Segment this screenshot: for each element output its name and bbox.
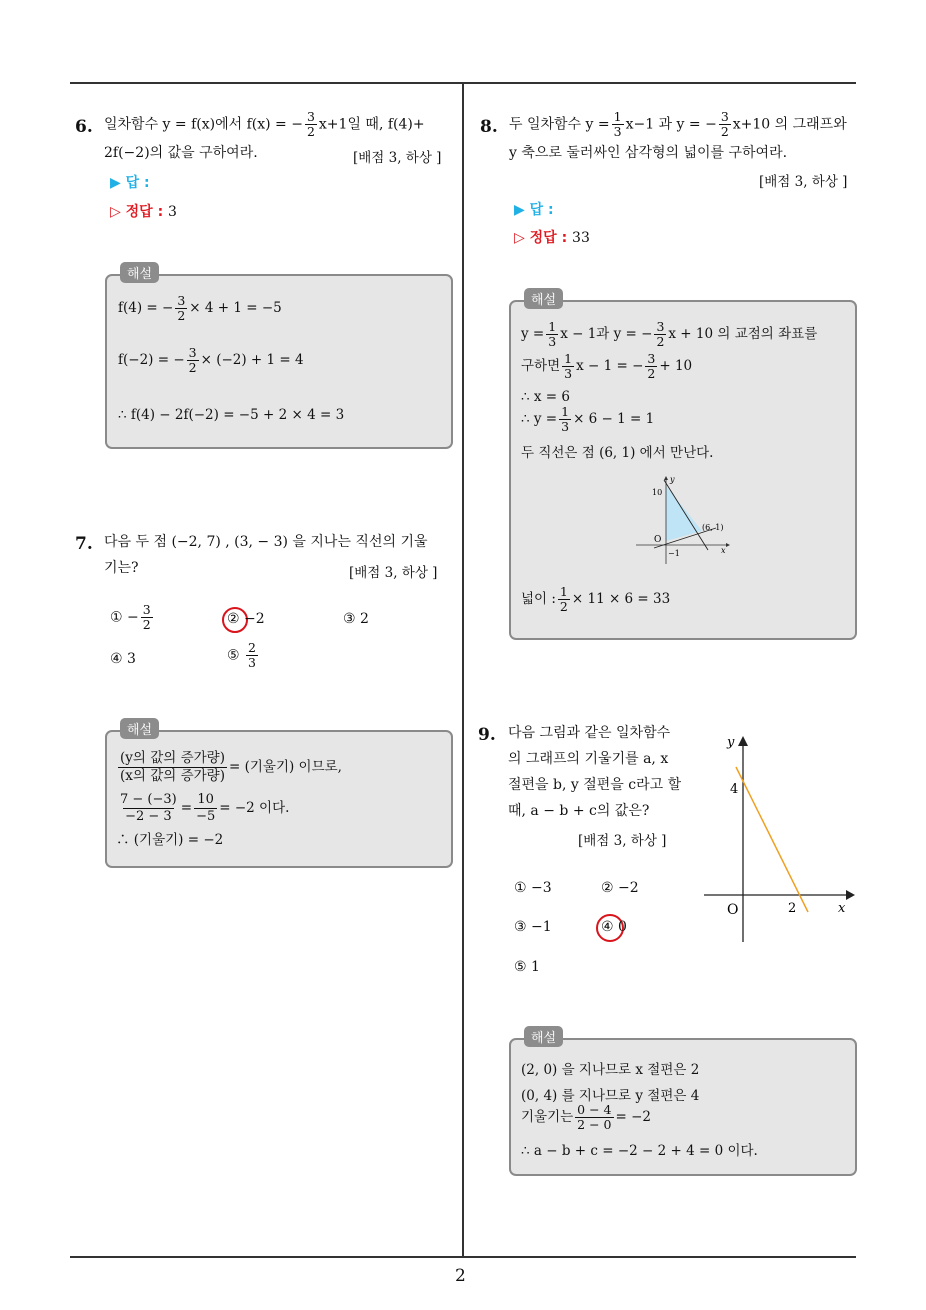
q9-choice-2[interactable]: ② −2	[601, 880, 639, 896]
q8-e1-frac1	[546, 320, 558, 349]
q7-c5-frac	[246, 641, 258, 670]
q8-f2-den: 2	[720, 124, 729, 139]
q6-expl-line2	[118, 346, 304, 375]
q7-choice-5[interactable]	[227, 641, 260, 670]
q8-graph-y-label: y	[670, 475, 675, 484]
q7-c5-num: 2	[248, 640, 256, 655]
q8-e1-frac2	[654, 320, 666, 349]
page-number: 2	[455, 1266, 466, 1286]
q7-text-line1: 다음 두 점 (−2, 7) , (3, − 3) 을 지나는 직선의 기울	[104, 534, 428, 550]
q9-e3-a: 기울기는	[521, 1109, 574, 1125]
q6-e1-num: 3	[177, 293, 186, 308]
q8-expl-line5: 두 직선은 점 (6, 1) 에서 만난다.	[521, 445, 714, 461]
q8-e1-c: x + 10 의 교점의 좌표를	[668, 326, 818, 342]
q8-e1-f2n: 3	[656, 319, 665, 334]
q8-e1-f2d: 2	[656, 334, 665, 349]
q9-graph-origin: O	[727, 902, 739, 918]
q7-e2-num2: 10	[197, 792, 214, 807]
q7-e1-den: (x의 값의 증가량)	[120, 768, 225, 784]
q9-text-line4: 때, a − b + c의 값은?	[508, 803, 650, 819]
q6-e1-frac	[175, 294, 187, 323]
q8-e6-frac	[558, 585, 570, 614]
q9-choice-3[interactable]: ③ −1	[514, 919, 552, 935]
q7-e2-num1: 7 − (−3)	[120, 792, 177, 807]
q9-text-line3: 절편을 b, y 절편을 c라고 할	[508, 777, 682, 793]
q7-c1-sign: −	[127, 609, 139, 626]
q7-choice-4[interactable]: ④ 3	[110, 651, 136, 667]
q6-e2-frac	[187, 346, 199, 375]
q9-y-arrow	[738, 736, 748, 746]
q8-expl-line3: ∴ x = 6	[521, 389, 570, 405]
q6-frac-num: 3	[306, 109, 315, 124]
q8-expl-line2	[521, 352, 692, 381]
q8-frac1	[612, 110, 624, 139]
q8-frac2	[719, 110, 731, 139]
q7-text-line2: 기는?	[104, 560, 139, 576]
q9-e3-num: 0 − 4	[577, 1102, 612, 1117]
q8-f1-den: 3	[613, 124, 622, 139]
q8-e2-f1d: 3	[564, 366, 573, 381]
q6-explanation-tag: 해설	[120, 262, 159, 283]
q8-e6-a: 넓이 :	[521, 591, 556, 607]
q8-l1-a: 두 일차함수 y =	[509, 116, 610, 133]
q8-e2-a: 구하면	[521, 358, 561, 374]
q8-shaded-triangle	[666, 486, 702, 541]
q8-correct-label: ▷ 정답 :	[514, 230, 568, 246]
q7-c5-den: 3	[248, 655, 256, 670]
bottom-rule	[70, 1256, 856, 1258]
q8-answer-label: ▶ 답 :	[514, 202, 554, 218]
q7-e2-frac2	[194, 792, 217, 825]
q7-score: [배점 3, 하상 ]	[349, 565, 438, 581]
q7-choice-3[interactable]: ③ 2	[343, 611, 369, 627]
q7-e2-den2: −5	[196, 809, 216, 824]
q6-correct-value: 3	[168, 204, 177, 220]
q6-text-line1	[104, 110, 425, 139]
q7-e1-post: = (기울기) 이므로,	[229, 759, 342, 775]
q7-e2-den1: −2 − 3	[125, 809, 172, 824]
q8-l1-b: x−1 과 y = −	[625, 116, 717, 133]
q6-e2-post: × (−2) + 1 = 4	[200, 352, 304, 368]
q8-text-line2: y 축으로 둘러싸인 삼각형의 넓이를 구하여라.	[509, 145, 788, 161]
q7-e1-frac	[118, 750, 227, 785]
q9-number: 9.	[478, 725, 496, 745]
q8-graph	[630, 472, 740, 572]
q6-e2-den: 2	[188, 360, 197, 375]
q6-score: [배점 3, 하상 ]	[353, 150, 442, 166]
q8-correct-answer	[514, 227, 590, 247]
q8-e1-f1n: 1	[548, 319, 557, 334]
q8-e6-num: 1	[559, 584, 568, 599]
q7-choice-1[interactable]	[110, 603, 155, 632]
q9-graph-x-label: x	[838, 901, 846, 916]
q7-expl-line3: ∴ (기울기) = −2	[116, 832, 224, 848]
q7-e2-frac1	[118, 792, 179, 825]
q9-choice-5[interactable]: ⑤ 1	[514, 959, 540, 975]
q9-graph-2: 2	[788, 901, 797, 916]
q7-c1-den: 2	[142, 617, 151, 632]
q9-expl-line1: (2, 0) 을 지나므로 x 절편은 2	[521, 1062, 700, 1078]
q8-e6-den: 2	[559, 599, 568, 614]
q8-e6-b: × 11 × 6 = 33	[571, 591, 671, 607]
q7-c1-frac	[141, 603, 153, 632]
q7-e2-eq: =	[180, 800, 193, 816]
q6-frac-den: 2	[306, 124, 315, 139]
q9-graph-line	[736, 767, 808, 912]
q8-expl-line1	[521, 320, 817, 349]
q9-score: [배점 3, 하상 ]	[578, 833, 667, 849]
q9-graph-4: 4	[730, 782, 739, 797]
q8-e1-b: x − 1과 y = −	[560, 326, 653, 342]
q7-explanation-tag: 해설	[120, 718, 159, 739]
q6-line1-pre: 일차함수 y = f(x)에서 f(x) = −	[104, 116, 303, 133]
q8-e2-f1n: 1	[564, 351, 573, 366]
q8-e4-den: 3	[561, 419, 570, 434]
q8-e1-a: y =	[521, 326, 545, 342]
q7-choice-2[interactable]: ② −2	[227, 611, 265, 627]
q8-l1-c: x+10 의 그래프와	[732, 116, 847, 133]
q9-expl-line3	[521, 1103, 651, 1132]
q6-e1-pre: f(4) = −	[118, 300, 174, 316]
q6-expl-line3: ∴ f(4) − 2f(−2) = −5 + 2 × 4 = 3	[118, 407, 345, 423]
q8-e2-frac2	[645, 352, 657, 381]
q6-e1-den: 2	[177, 308, 186, 323]
q8-expl-line4	[521, 405, 654, 434]
q8-f2-num: 3	[720, 109, 729, 124]
q8-f1-num: 1	[613, 109, 622, 124]
q6-correct-label: ▷ 정답 :	[110, 204, 164, 220]
q8-e2-b: x − 1 = −	[576, 358, 644, 374]
q8-score: [배점 3, 하상 ]	[759, 174, 848, 190]
q6-answer-label: ▶ 답 :	[110, 175, 150, 191]
q6-text-line2: 2f(−2)의 값을 구하여라.	[104, 145, 258, 161]
q7-c1-label: ①	[110, 609, 123, 626]
q9-graph	[700, 730, 860, 945]
q6-expl-line1	[118, 294, 282, 323]
q8-e4-b: × 6 − 1 = 1	[573, 411, 655, 427]
q6-line1-post: x+1일 때, f(4)+	[318, 116, 425, 133]
q6-correct-answer	[110, 201, 177, 221]
q9-x-arrow	[846, 890, 855, 900]
q8-e4-num: 1	[561, 404, 570, 419]
q8-e4-frac	[559, 405, 571, 434]
q7-expl-line1	[116, 750, 342, 785]
q6-fraction	[305, 110, 317, 139]
q9-e3-b: = −2	[615, 1109, 652, 1125]
q9-choice-1[interactable]: ① −3	[514, 880, 552, 896]
q9-choice-4[interactable]: ④ 0	[601, 919, 627, 935]
q9-explanation-tag: 해설	[524, 1026, 563, 1047]
q8-e4-a: ∴ y =	[521, 411, 558, 427]
q8-graph-10: 10	[652, 488, 663, 497]
q8-e2-f2d: 2	[647, 366, 656, 381]
q9-e3-frac	[575, 1103, 613, 1132]
q7-expl-line2	[116, 792, 289, 825]
q7-number: 7.	[75, 534, 93, 554]
q8-y-arrow	[664, 476, 668, 480]
q7-c5-label: ⑤	[227, 647, 240, 664]
q7-e1-num: (y의 값의 증가량)	[120, 750, 225, 766]
q8-e1-f1d: 3	[548, 334, 557, 349]
q7-c1-num: 3	[142, 602, 151, 617]
q8-e2-c: + 10	[659, 358, 693, 374]
q9-expl-line4: ∴ a − b + c = −2 − 2 + 4 = 0 이다.	[521, 1143, 758, 1159]
q8-number: 8.	[480, 117, 498, 137]
q9-expl-line2: (0, 4) 를 지나므로 y 절편은 4	[521, 1088, 700, 1104]
q6-number: 6.	[75, 117, 93, 137]
q9-text-line2: 의 그래프의 기울기를 a, x	[508, 751, 669, 767]
q6-e2-pre: f(−2) = −	[118, 352, 185, 368]
q6-e1-post: × 4 + 1 = −5	[189, 300, 282, 316]
q8-e2-f2n: 3	[647, 351, 656, 366]
q7-e2-post: = −2 이다.	[219, 800, 290, 816]
q8-graph-x-label: x	[721, 546, 726, 555]
q8-e2-frac1	[562, 352, 574, 381]
q8-graph-point: (6, 1)	[702, 523, 724, 532]
q6-e2-num: 3	[188, 345, 197, 360]
q9-text-line1: 다음 그림과 같은 일차함수	[508, 725, 671, 741]
q8-correct-value: 33	[572, 230, 590, 246]
q9-e3-den: 2 − 0	[577, 1117, 612, 1132]
q8-explanation-tag: 해설	[524, 288, 563, 309]
q9-graph-y-label: y	[727, 735, 735, 750]
q8-graph-minus1: −1	[668, 549, 680, 558]
column-divider	[462, 82, 464, 1258]
q8-graph-origin: O	[654, 535, 662, 545]
q8-expl-line6	[521, 585, 670, 614]
q8-text-line1	[509, 110, 847, 139]
q8-x-arrow	[726, 543, 730, 547]
